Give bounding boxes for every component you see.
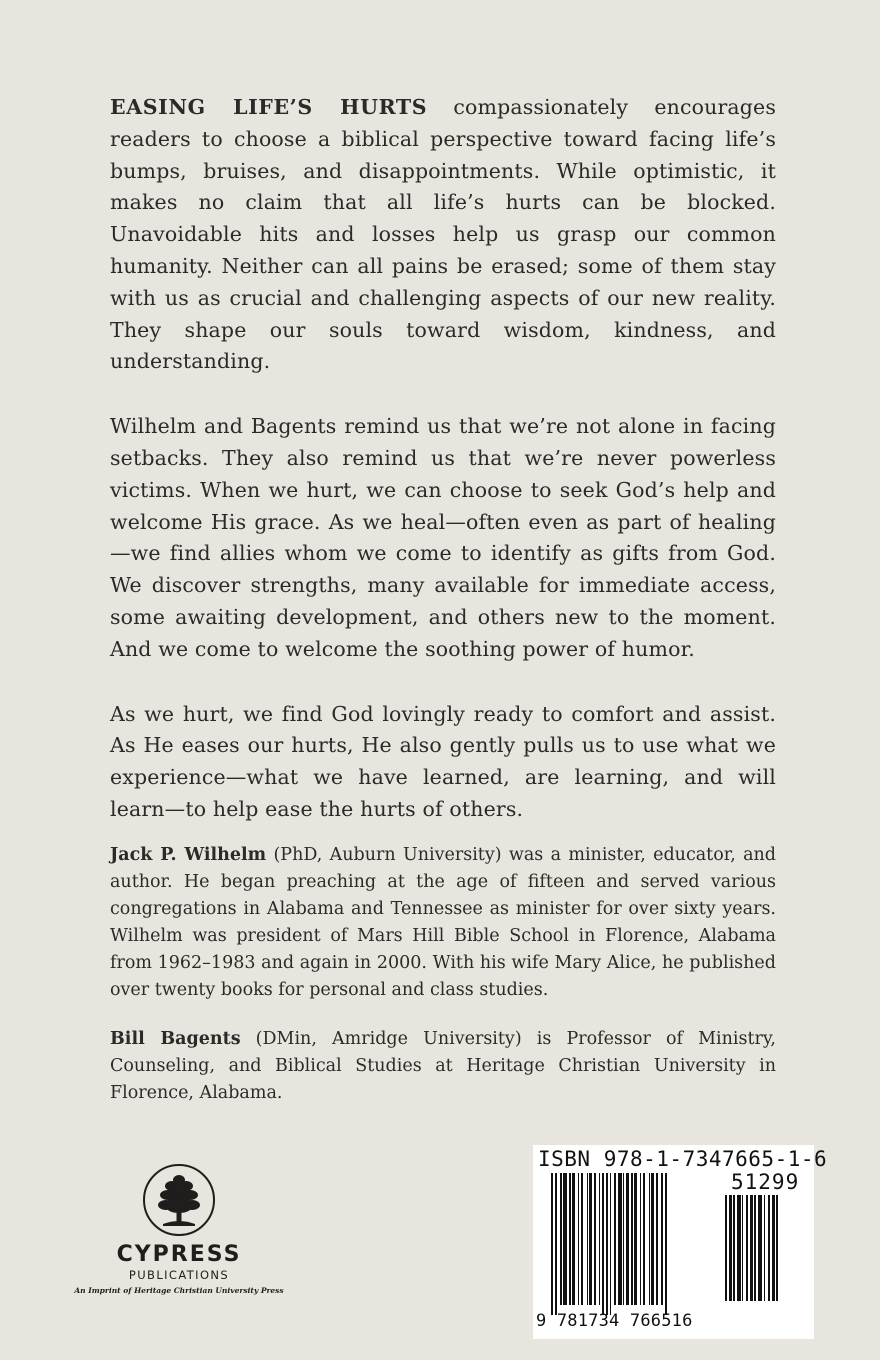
- barcode-bar: [651, 1173, 654, 1305]
- barcode-bar: [733, 1195, 735, 1301]
- barcode-bar: [665, 1173, 667, 1315]
- blurb-paragraph-3: As we hurt, we find God lovingly ready to comfort and assist. As He eases our hurts, He also gently pulls us to use what we experience—what we have learned, are learning, and will learn—to help ease the hurts of others.: [110, 701, 776, 821]
- barcode-bar: [594, 1173, 596, 1305]
- barcode-bar: [563, 1173, 567, 1305]
- barcode-bar: [569, 1173, 571, 1305]
- barcode-bar: [581, 1173, 583, 1305]
- author-bio-wilhelm-text: (PhD, Auburn University) was a minister, educator, and author. He began preaching at the age of fifteen and served various congregations in Alabama and Tennessee as minister for over sixty years. Wilhelm was president of Mars Hill Bible School in Florence, Alabama from 1962–1983 and again in 2000. With his wife Mary Alice, he published over twenty books for personal and class studies.: [110, 845, 776, 1000]
- author-bio-bagents-text: (DMin, Amridge University) is Professor of Ministry, Counseling, and Biblical Studies at Heritage Christian University in Florence, Alabama.: [110, 1029, 776, 1103]
- barcode-bar: [560, 1173, 562, 1305]
- barcode-bar: [661, 1173, 663, 1305]
- barcode-bar: [754, 1195, 756, 1301]
- barcode-bar: [599, 1173, 600, 1305]
- author-name-wilhelm: Jack P. Wilhelm: [110, 845, 267, 865]
- barcode-bar: [555, 1173, 557, 1315]
- barcode-bar: [614, 1173, 616, 1305]
- barcode-bar: [758, 1195, 762, 1301]
- barcode-bar: [634, 1173, 637, 1305]
- barcode-bar: [578, 1173, 579, 1305]
- isbn-barcode: [533, 1145, 828, 1339]
- barcode-bar: [649, 1173, 650, 1305]
- author-bio-bagents: [110, 1026, 776, 1107]
- ean-barcode-bars: [551, 1173, 721, 1315]
- barcode-bar: [729, 1195, 732, 1301]
- barcode-bar: [725, 1195, 727, 1301]
- barcode-bar: [572, 1173, 575, 1305]
- barcode-bar: [618, 1173, 622, 1305]
- publisher-subtitle: PUBLICATIONS: [128, 1268, 230, 1282]
- barcode-bar: [746, 1195, 748, 1301]
- barcode-bar: [772, 1195, 775, 1301]
- barcode-bar: [768, 1195, 770, 1301]
- cypress-tree-icon: [141, 1162, 217, 1238]
- barcode-bar: [750, 1195, 753, 1301]
- barcode-bar: [737, 1195, 741, 1301]
- barcode-bar: [640, 1173, 641, 1305]
- barcode-bar: [656, 1173, 658, 1305]
- book-title: EASING LIFE’S HURTS: [110, 95, 428, 119]
- barcode-bar: [626, 1173, 629, 1305]
- barcode-bar: [742, 1195, 743, 1301]
- barcode-bar: [776, 1195, 778, 1301]
- price-code: 51299: [731, 1170, 800, 1194]
- barcode-bar: [643, 1173, 645, 1305]
- publisher-imprint: An Imprint of Heritage Christian University Press: [74, 1286, 284, 1295]
- barcode-bar: [551, 1173, 553, 1315]
- blurb-paragraph-2: Wilhelm and Bagents remind us that we’re not alone in facing setbacks. They also remind us that we’re never powerless victims. When we hurt, we can choose to seek God’s help and welcome His grace. As we heal—often even as part of healing—we find allies whom we come to identify as gifts from God. We discover strengths, many available for immediate access, some awaiting development, and others new to the moment. And we come to welcome the soothing power of humor.: [110, 414, 776, 661]
- barcode-bar: [589, 1173, 592, 1305]
- barcode-bar: [606, 1173, 608, 1315]
- blurb-paragraph-1: [110, 92, 776, 378]
- barcode-bar: [764, 1195, 765, 1301]
- ean-digits: 9 781734 766516: [536, 1311, 693, 1331]
- publisher-name: CYPRESS: [116, 1242, 242, 1267]
- barcode-bar: [587, 1173, 588, 1305]
- barcode-bar: [610, 1173, 611, 1315]
- author-name-bagents: Bill Bagents: [110, 1029, 241, 1049]
- author-bios: [110, 842, 776, 1129]
- isbn-text: ISBN 978-1-7347665-1-6: [538, 1147, 828, 1171]
- back-cover-blurb: [110, 92, 776, 859]
- barcode-bar: [602, 1173, 604, 1315]
- barcode-bar: [623, 1173, 624, 1305]
- author-bio-wilhelm: [110, 842, 776, 1004]
- barcode-bar: [631, 1173, 633, 1305]
- blurb-paragraph-1-text: compassionately encourages readers to choose a biblical perspective toward facing life’s bumps, bruises, and disappointments. While optimistic, it makes no claim that all life’s hurts can be blocked. Unavoidable hits and losses help us grasp our common humanity. Neither can all pains be erased; some of them stay with us as crucial and challenging aspects of our new reality. They shape our souls toward wisdom, kindness, and understanding.: [110, 95, 777, 374]
- publisher-logo: [56, 1162, 302, 1295]
- addon-barcode-bars: [725, 1195, 809, 1311]
